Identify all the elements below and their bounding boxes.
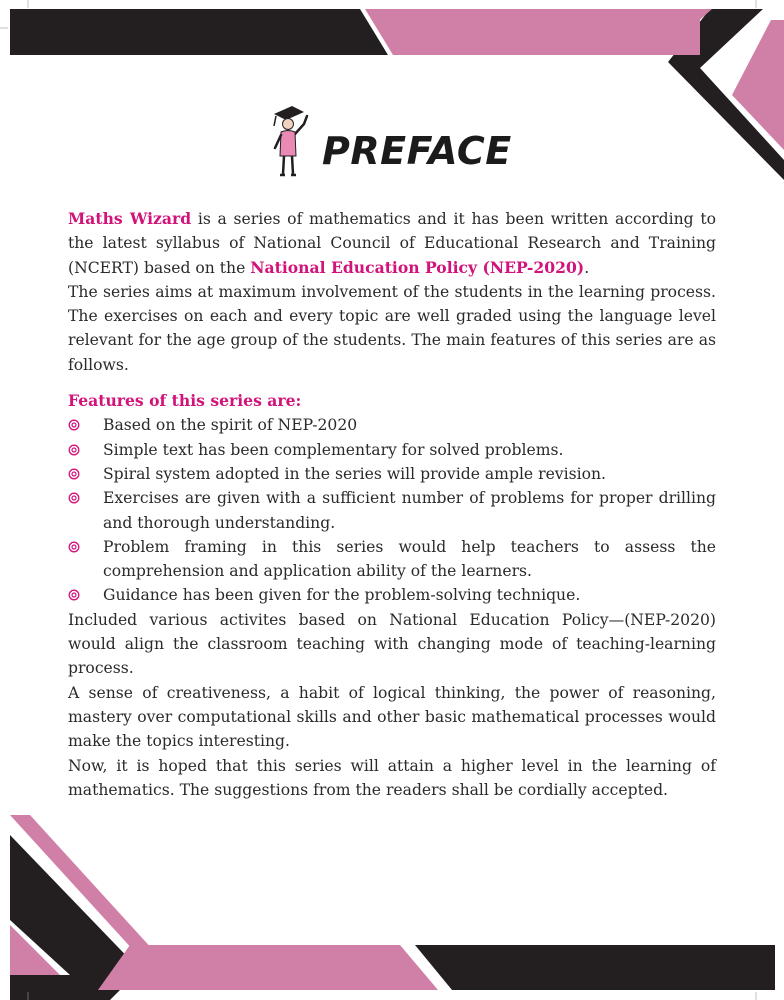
preface-header	[268, 104, 512, 180]
page-title: PREFACE	[322, 129, 512, 173]
list-item: Exercises are given with a sufficient number of problems for proper drilling and thorough understanding.	[68, 486, 716, 535]
swirl-bullet-icon	[68, 541, 80, 553]
aims-paragraph: The series aims at maximum involvement of the students in the learning process. The exercises on each and every topic are well graded using the language level relevant for the age group of the students. The main features of this series are as follows.	[68, 282, 716, 374]
bottom-dark-band	[415, 945, 775, 990]
list-item: Based on the spirit of NEP-2020	[68, 413, 716, 437]
policy-name: National Education Policy (NEP-2020)	[250, 257, 585, 277]
features-list	[68, 413, 716, 607]
swirl-bullet-icon	[68, 419, 80, 431]
bottom-pink-band	[98, 945, 438, 990]
intro-end: .	[584, 258, 590, 277]
list-item: Simple text has been complementary for solved problems.	[68, 438, 716, 462]
features-heading: Features of this series are:	[68, 391, 302, 411]
top-pink-band	[365, 9, 700, 55]
swirl-bullet-icon	[68, 468, 80, 480]
intro-text: is a series of mathematics and it has been written according to the latest syllabus of National Council of Educational Research and Training (NCERT) based on the	[68, 210, 716, 277]
list-item: Spiral system adopted in the series will provide ample revision.	[68, 462, 716, 486]
top-dark-band	[10, 9, 388, 55]
brand-name: Maths Wizard	[68, 209, 192, 228]
list-item: Guidance has been given for the problem-solving technique.	[68, 583, 716, 607]
closing-paragraph: Now, it is hoped that this series will attain a higher level in the learning of mathematics. The suggestions from the readers shall be cordially accepted.	[68, 756, 716, 799]
swirl-bullet-icon	[68, 589, 80, 601]
graduate-mascot-icon	[268, 104, 318, 180]
creativeness-paragraph: A sense of creativeness, a habit of logical thinking, the power of reasoning, mastery over computational skills and other basic mathematical processes would make the topics interesting.	[68, 683, 716, 751]
swirl-bullet-icon	[68, 444, 80, 456]
list-item: Problem framing in this series would help teachers to assess the comprehension and application ability of the learners.	[68, 535, 716, 584]
swirl-bullet-icon	[68, 492, 80, 504]
preface-body	[68, 207, 716, 802]
activities-paragraph: Included various activites based on National Education Policy—(NEP-2020) would align the classroom teaching with changing mode of teaching-learning process.	[68, 610, 716, 678]
intro-paragraph	[68, 207, 716, 280]
